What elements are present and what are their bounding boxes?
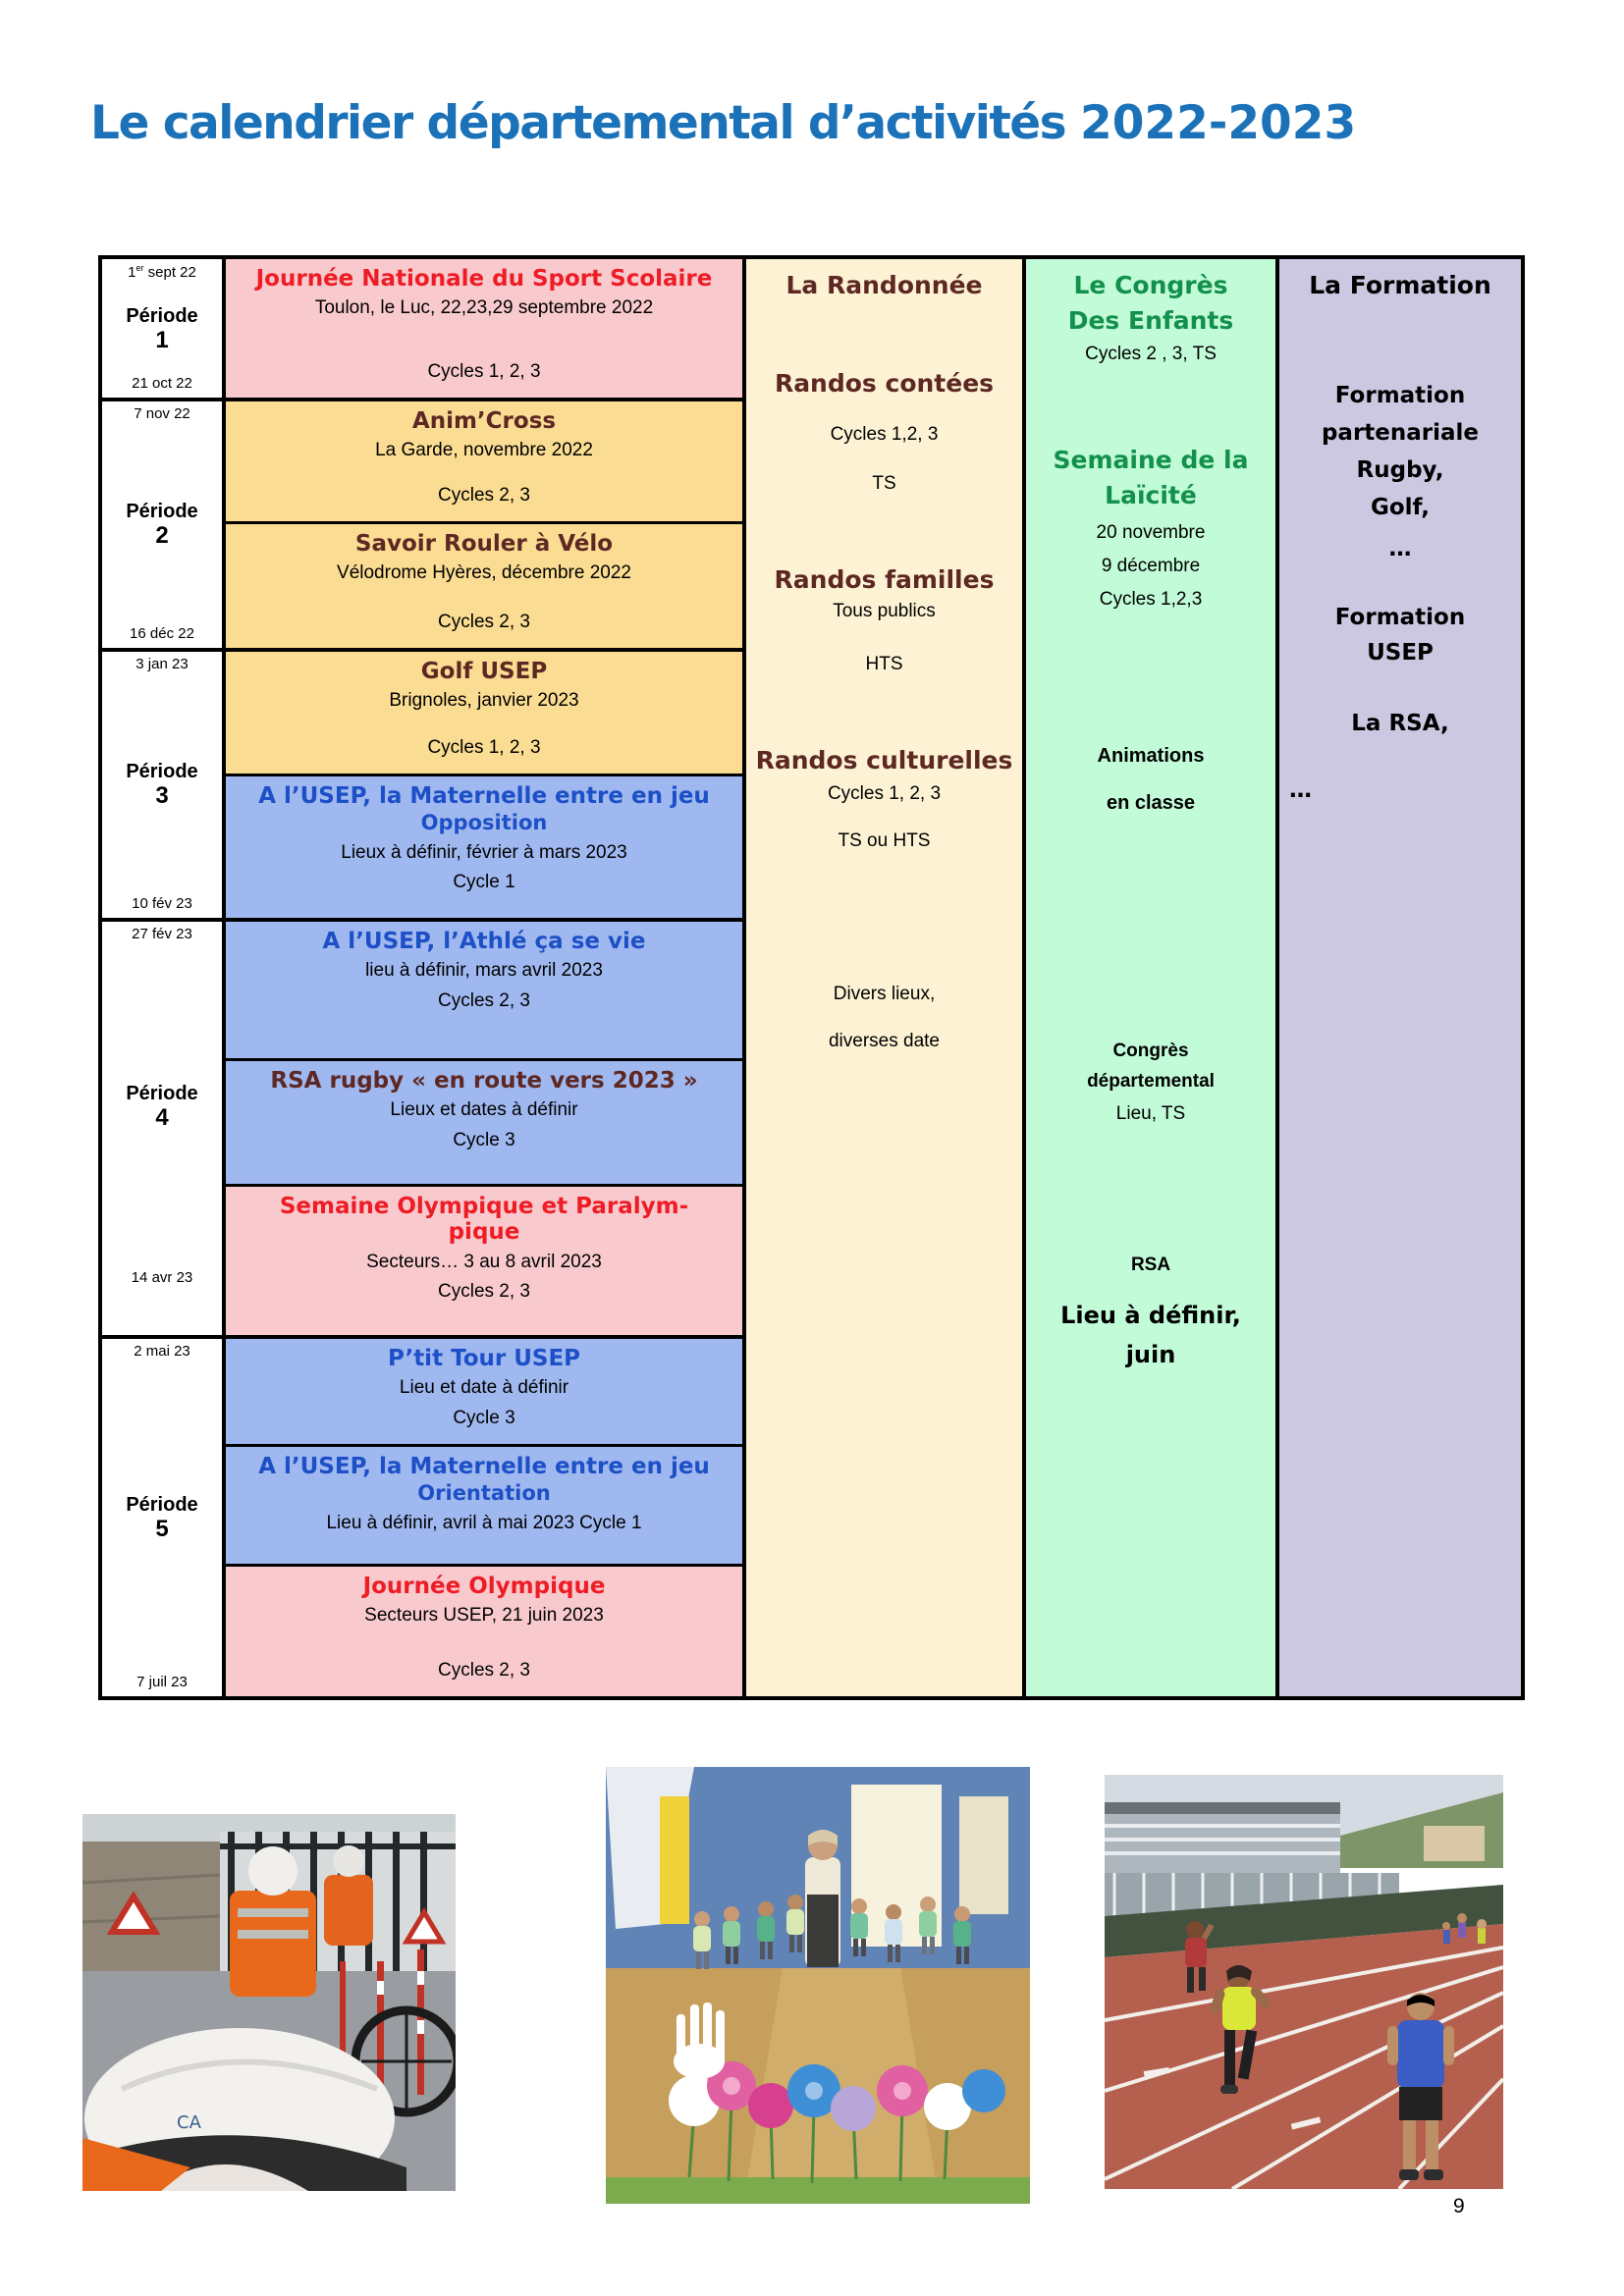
activity-title: P’tit Tour USEP — [387, 1346, 581, 1371]
congres-column — [1026, 259, 1279, 1696]
activity-journee-olympique — [226, 1567, 742, 1696]
activities-period-1 — [226, 259, 742, 401]
photo-gym-flowers — [606, 1767, 1030, 2204]
semaine-laicite-title-2: Laïcité — [1105, 481, 1197, 509]
period-2-start-date: 7 nov 22 — [134, 405, 190, 422]
formation-line-2: partenariale — [1321, 420, 1480, 446]
activity-title: A l’USEP, la Maternelle entre en jeu — [258, 1454, 710, 1479]
activity-location: Lieu à définir, avril à mai 2023 Cycle 1 — [326, 1512, 642, 1533]
semaine-laicite-date-2: 9 décembre — [1101, 556, 1201, 576]
activity-title: A l’USEP, la Maternelle entre en jeu — [258, 783, 710, 809]
period-5-start-date: 2 mai 23 — [134, 1343, 190, 1360]
activities-period-2 — [226, 401, 742, 652]
congres-departemental-lieu: Lieu, TS — [1115, 1103, 1186, 1124]
rsa-lieu-line-2: juin — [1125, 1341, 1176, 1368]
activity-maternelle-orientation — [226, 1447, 742, 1567]
activity-cycles: Cycles 2, 3 — [438, 1660, 530, 1681]
congres-enfants-cycles: Cycles 2 , 3, TS — [1085, 344, 1217, 364]
activity-cycles: Cycle 3 — [453, 1129, 515, 1150]
activities-column — [226, 259, 746, 1696]
activity-location: La Garde, novembre 2022 — [375, 440, 593, 461]
activities-period-4 — [226, 922, 742, 1339]
activity-location: Secteurs… 3 au 8 avril 2023 — [366, 1251, 602, 1272]
congres-departemental-1: Congrès — [1112, 1041, 1189, 1061]
photo-track-illustration — [1105, 1775, 1503, 2189]
activity-athle — [226, 922, 742, 1061]
photo-gym-illustration — [606, 1767, 1030, 2204]
activity-title: Journée Olympique — [362, 1574, 606, 1599]
activity-semaine-olympique — [226, 1187, 742, 1335]
activity-cycles: Cycles 1, 2, 3 — [427, 361, 541, 382]
activity-title: Savoir Rouler à Vélo — [354, 531, 614, 557]
period-5-end-date: 7 juil 23 — [136, 1674, 188, 1691]
activity-location: Secteurs USEP, 21 juin 2023 — [364, 1605, 604, 1627]
period-3-cell — [102, 652, 222, 922]
activity-title: Semaine Olympique et Paralym- — [279, 1194, 689, 1219]
formation-line-7: La RSA, — [1351, 711, 1449, 736]
activity-cycles: Cycles 2, 3 — [438, 612, 530, 632]
period-4-end-date: 14 avr 23 — [131, 1269, 193, 1287]
page-title-main: Le calendrier départemental d’activités — [90, 96, 1081, 150]
rsa-lieu-line-1: Lieu à définir, — [1060, 1302, 1241, 1329]
animations-line-1: Animations — [1097, 745, 1205, 767]
activities-period-3 — [226, 652, 742, 922]
periods-column — [102, 259, 226, 1696]
period-2-cell — [102, 401, 222, 652]
page-title — [90, 96, 1356, 150]
randos-culturelles-ts: TS ou HTS — [838, 830, 931, 851]
activity-title: Journée Nationale du Sport Scolaire — [255, 266, 713, 292]
period-4-cell — [102, 922, 222, 1339]
page-title-years: 2022-2023 — [1080, 96, 1357, 150]
randos-culturelles-cycles: Cycles 1, 2, 3 — [827, 783, 942, 804]
formation-title: La Formation — [1309, 271, 1491, 299]
calendar-table — [98, 255, 1525, 1700]
animations-line-2: en classe — [1106, 792, 1196, 814]
activity-cycles: Cycle 3 — [453, 1407, 515, 1428]
activity-location: Vélodrome Hyères, décembre 2022 — [337, 562, 631, 584]
period-5-cell — [102, 1339, 222, 1696]
semaine-laicite-title-1: Semaine de la — [1053, 446, 1249, 474]
svg-text:CA: CA — [177, 2112, 201, 2133]
activity-cycles: Cycles 2, 3 — [438, 1281, 530, 1303]
activity-title: Anim’Cross — [411, 408, 557, 434]
randos-culturelles-heading: Randos culturelles — [755, 746, 1013, 774]
randonnee-diverses-date: diverses date — [828, 1031, 940, 1051]
formation-line-6: USEP — [1367, 640, 1434, 666]
randonnee-column — [746, 259, 1026, 1696]
activity-ptit-tour — [226, 1339, 742, 1447]
formation-line-4: Golf, — [1370, 495, 1431, 520]
activity-title: A l’USEP, l’Athlé ça se vie — [322, 929, 646, 954]
randonnee-title: La Randonnée — [785, 271, 983, 299]
activity-title: RSA rugby « en route vers 2023 » — [270, 1068, 698, 1094]
rsa-label: RSA — [1130, 1255, 1171, 1275]
activity-title: Golf USEP — [420, 659, 548, 684]
period-4-start-date: 27 fév 23 — [132, 926, 192, 942]
activity-maternelle-opposition — [226, 776, 742, 918]
congres-enfants-title-2: Des Enfants — [1067, 306, 1234, 335]
congres-departemental-2: départemental — [1087, 1071, 1215, 1092]
period-1-label: Période 1 — [126, 304, 198, 353]
activity-subtitle: Opposition — [420, 811, 548, 835]
period-1-end-date: 21 oct 22 — [132, 375, 192, 393]
period-4-label: Période 4 — [126, 1083, 198, 1132]
congres-enfants-title-1: Le Congrès — [1073, 271, 1228, 299]
formation-line-3: Rugby, — [1356, 457, 1444, 483]
activity-animcross — [226, 401, 742, 524]
period-3-end-date: 10 fév 23 — [132, 895, 192, 913]
activity-jnss — [226, 259, 742, 398]
semaine-laicite-cycles: Cycles 1,2,3 — [1099, 589, 1203, 610]
activity-location: Lieux et dates à définir — [390, 1099, 578, 1121]
activity-title-line2: pique — [448, 1219, 520, 1246]
photo-bike-safety — [82, 1814, 456, 2191]
activity-cycles: Cycles 2, 3 — [438, 485, 530, 506]
activity-location: Brignoles, janvier 2023 — [389, 690, 579, 712]
period-3-start-date: 3 jan 23 — [135, 656, 189, 672]
period-1-cell — [102, 259, 222, 401]
semaine-laicite-date-1: 20 novembre — [1096, 522, 1206, 543]
period-2-end-date: 16 déc 22 — [130, 625, 194, 643]
randos-familles-heading: Randos familles — [774, 565, 995, 594]
period-1-start-date: 1er sept 22 — [128, 263, 196, 281]
randos-contees-cycles: Cycles 1,2, 3 — [830, 424, 939, 445]
formation-dots-1: … — [1388, 536, 1412, 561]
photo-bike-safety-illustration — [82, 1814, 456, 2191]
activity-location: Toulon, le Luc, 22,23,29 septembre 2022 — [314, 297, 654, 319]
activity-cycles: Cycles 2, 3 — [438, 989, 530, 1011]
period-5-label: Période 5 — [126, 1493, 198, 1542]
period-2-label: Période 2 — [126, 501, 198, 550]
randos-contees-ts: TS — [872, 473, 896, 494]
activity-rsa-rugby — [226, 1061, 742, 1187]
activity-cycles: Cycle 1 — [453, 872, 515, 893]
formation-dots-2: … — [1289, 777, 1312, 803]
randos-familles-public: Tous publics — [833, 601, 936, 621]
formation-column — [1279, 259, 1521, 1696]
randos-contees-heading: Randos contées — [774, 369, 995, 398]
activity-location: Lieux à définir, février à mars 2023 — [341, 841, 627, 863]
period-3-label: Période 3 — [126, 761, 198, 810]
formation-line-5: Formation — [1334, 605, 1466, 630]
randos-familles-hts: HTS — [865, 654, 903, 674]
activity-savoir-rouler — [226, 524, 742, 648]
activity-cycles: Cycles 1, 2, 3 — [427, 737, 541, 758]
activity-location: Lieu et date à définir — [399, 1377, 569, 1399]
activity-location: lieu à définir, mars avril 2023 — [365, 960, 603, 982]
photo-athletics-track — [1105, 1775, 1503, 2189]
activities-period-5 — [226, 1339, 742, 1696]
activity-subtitle: Orientation — [417, 1481, 551, 1506]
randonnee-divers-lieux: Divers lieux, — [833, 984, 936, 1004]
page-number: 9 — [1453, 2195, 1465, 2217]
formation-line-1: Formation — [1334, 383, 1466, 408]
activity-golf — [226, 652, 742, 776]
